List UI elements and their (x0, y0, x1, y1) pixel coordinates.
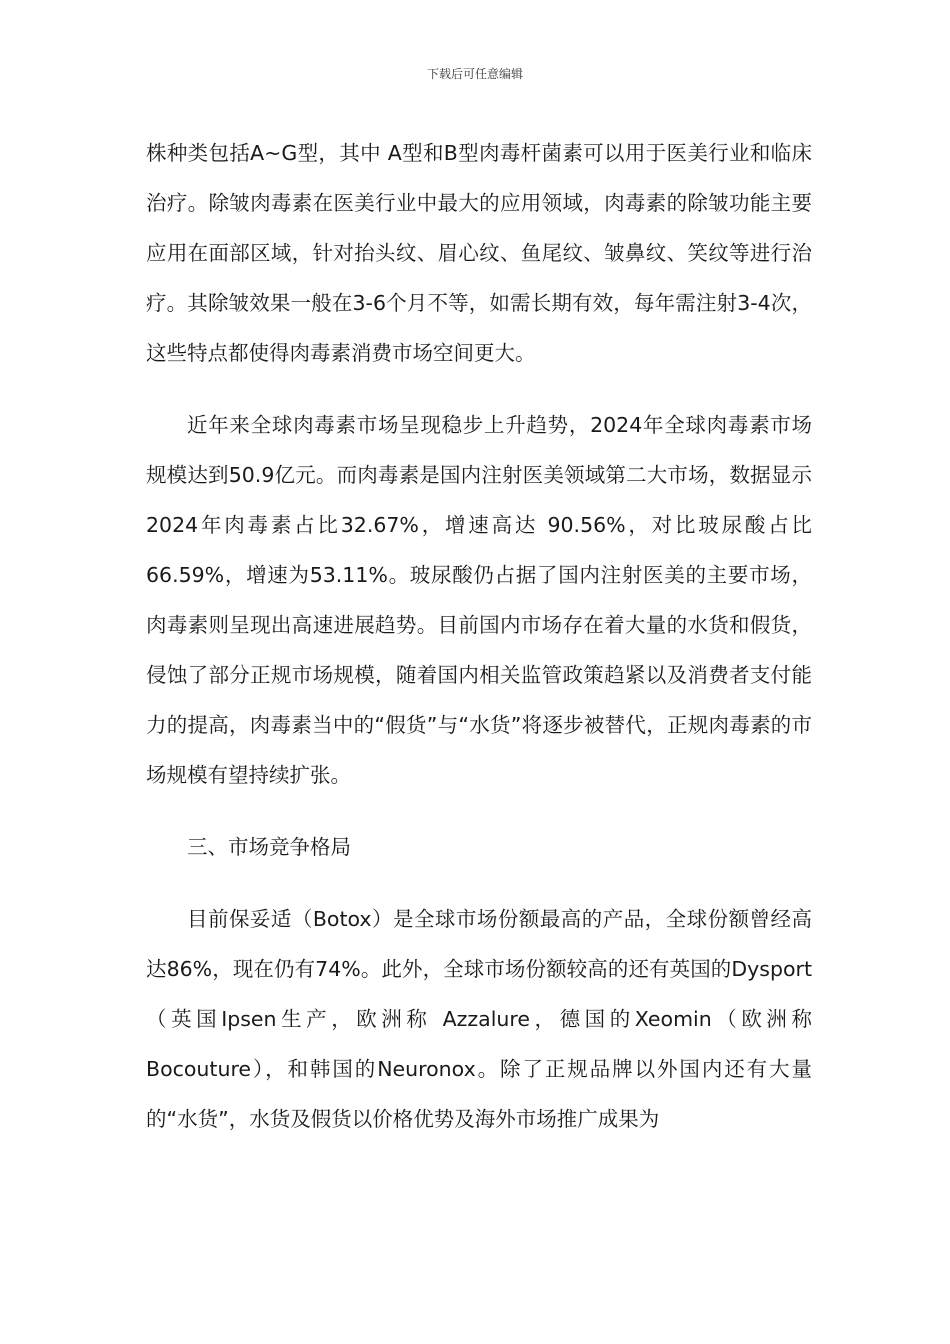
paragraph-market-size: 近年来全球肉毒素市场呈现稳步上升趋势，2024年全球肉毒素市场规模达到50.9亿元。而肉毒素是国内注射医美领域第二大市场，数据显示2024年肉毒素占比32.67%，增速高达 90.56%，对比玻尿酸占比66.59%，增速为53.11%。玻尿酸仍占据了国内注射医美的主要市场，肉毒素则呈现出高速进展趋势。目前国内市场存在着大量的水货和假货，侵蚀了部分正规市场规模，随着国内相关监管政策趋紧以及消费者支付能力的提高，肉毒素当中的“假货”与“水货”将逐步被替代，正规肉毒素的市场规模有望持续扩张。 (146, 413, 812, 787)
paragraph-competition: 目前保妥适（Botox）是全球市场份额最高的产品，全球份额曾经高达86%，现在仍有74%。此外，全球市场份额较高的还有英国的Dysport（英国Ipsen生产，欧洲称 Azzalure，德国的Xeomin（欧洲称Bocouture），和韩国的Neuronox。除了正规品牌以外国内还有大量的“水货”，水货及假货以价格优势及海外市场推广成果为 (146, 907, 812, 1131)
document-body (146, 128, 812, 1166)
section-heading: 三、市场竞争格局 (187, 835, 351, 859)
page-header: 下载后可任意编辑 (426, 67, 523, 81)
paragraph-botulinum-types: 株种类包括A~G型，其中 A型和B型肉毒杆菌素可以用于医美行业和临床治疗。除皱肉毒素在医美行业中最大的应用领域，肉毒素的除皱功能主要应用在面部区域，针对抬头纹、眉心纹、鱼尾纹、皱鼻纹、笑纹等进行治疗。其除皱效果一般在3-6个月不等，如需长期有效，每年需注射3-4次，这些特点都使得肉毒素消费市场空间更大。 (146, 141, 812, 365)
